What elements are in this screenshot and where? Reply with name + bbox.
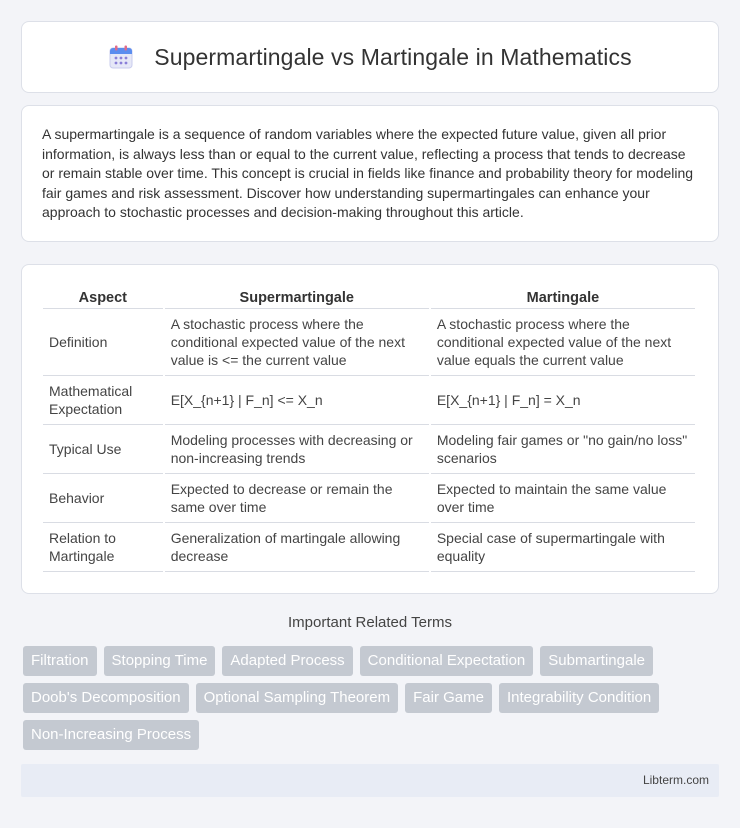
- header-supermartingale: Supermartingale: [165, 285, 429, 309]
- row-supermartingale: E[X_{n+1} | F_n] <= X_n: [165, 376, 429, 425]
- intro-card: [21, 105, 719, 242]
- comparison-table: [41, 285, 697, 572]
- related-term-tag[interactable]: Fair Game: [405, 683, 492, 713]
- related-term-tag[interactable]: Submartingale: [540, 646, 653, 676]
- row-supermartingale: Expected to decrease or remain the same over time: [165, 474, 429, 523]
- row-martingale: Modeling fair games or "no gain/no loss" scenarios: [431, 425, 695, 474]
- footer-brand-link[interactable]: Libterm.com: [642, 773, 709, 787]
- header-card: [21, 21, 719, 93]
- row-aspect: Mathematical Expectation: [43, 376, 163, 425]
- table-row: [43, 425, 695, 474]
- intro-text: A supermartingale is a sequence of random variables where the expected future value, given all prior information, is always less than or equal to the current value, reflecting a process that tends to decrease or remain stable over time. This concept is crucial in fields like finance and probability theory for modeling fair games and risk assessment. Discover how understanding supermartingales can enhance your approach to stochastic processes and decision-making throughout this article.: [42, 126, 694, 220]
- header-martingale: Martingale: [431, 285, 695, 309]
- row-martingale: E[X_{n+1} | F_n] = X_n: [431, 376, 695, 425]
- related-term-tag[interactable]: Doob's Decomposition: [23, 683, 189, 713]
- related-term-tag[interactable]: Integrability Condition: [499, 683, 659, 713]
- row-supermartingale: Generalization of martingale allowing decrease: [165, 523, 429, 572]
- related-term-tag[interactable]: Non-Increasing Process: [23, 720, 199, 750]
- row-aspect: Relation to Martingale: [43, 523, 163, 572]
- page-title: Supermartingale vs Martingale in Mathematics: [154, 43, 632, 70]
- table-row: [43, 523, 695, 572]
- related-term-tag[interactable]: Optional Sampling Theorem: [196, 683, 399, 713]
- related-term-tag[interactable]: Filtration: [23, 646, 97, 676]
- table-row: [43, 309, 695, 376]
- row-martingale: A stochastic process where the conditional expected value of the next value equals the current value: [431, 309, 695, 376]
- row-aspect: Definition: [43, 309, 163, 376]
- table-row: [43, 376, 695, 425]
- row-supermartingale: A stochastic process where the conditional expected value of the next value is <= the current value: [165, 309, 429, 376]
- related-terms-list: [23, 646, 723, 757]
- related-term-tag[interactable]: Stopping Time: [104, 646, 216, 676]
- footer: [21, 764, 719, 797]
- calendar-icon: [108, 44, 134, 70]
- row-martingale: Expected to maintain the same value over time: [431, 474, 695, 523]
- header-aspect: Aspect: [43, 285, 163, 309]
- row-aspect: Behavior: [43, 474, 163, 523]
- table-header-row: [43, 285, 695, 309]
- related-term-tag[interactable]: Conditional Expectation: [360, 646, 534, 676]
- table-row: [43, 474, 695, 523]
- related-term-tag[interactable]: Adapted Process: [222, 646, 352, 676]
- row-supermartingale: Modeling processes with decreasing or non-increasing trends: [165, 425, 429, 474]
- related-terms-title: Important Related Terms: [288, 614, 452, 631]
- row-aspect: Typical Use: [43, 425, 163, 474]
- row-martingale: Special case of supermartingale with equality: [431, 523, 695, 572]
- comparison-table-card: [21, 264, 719, 594]
